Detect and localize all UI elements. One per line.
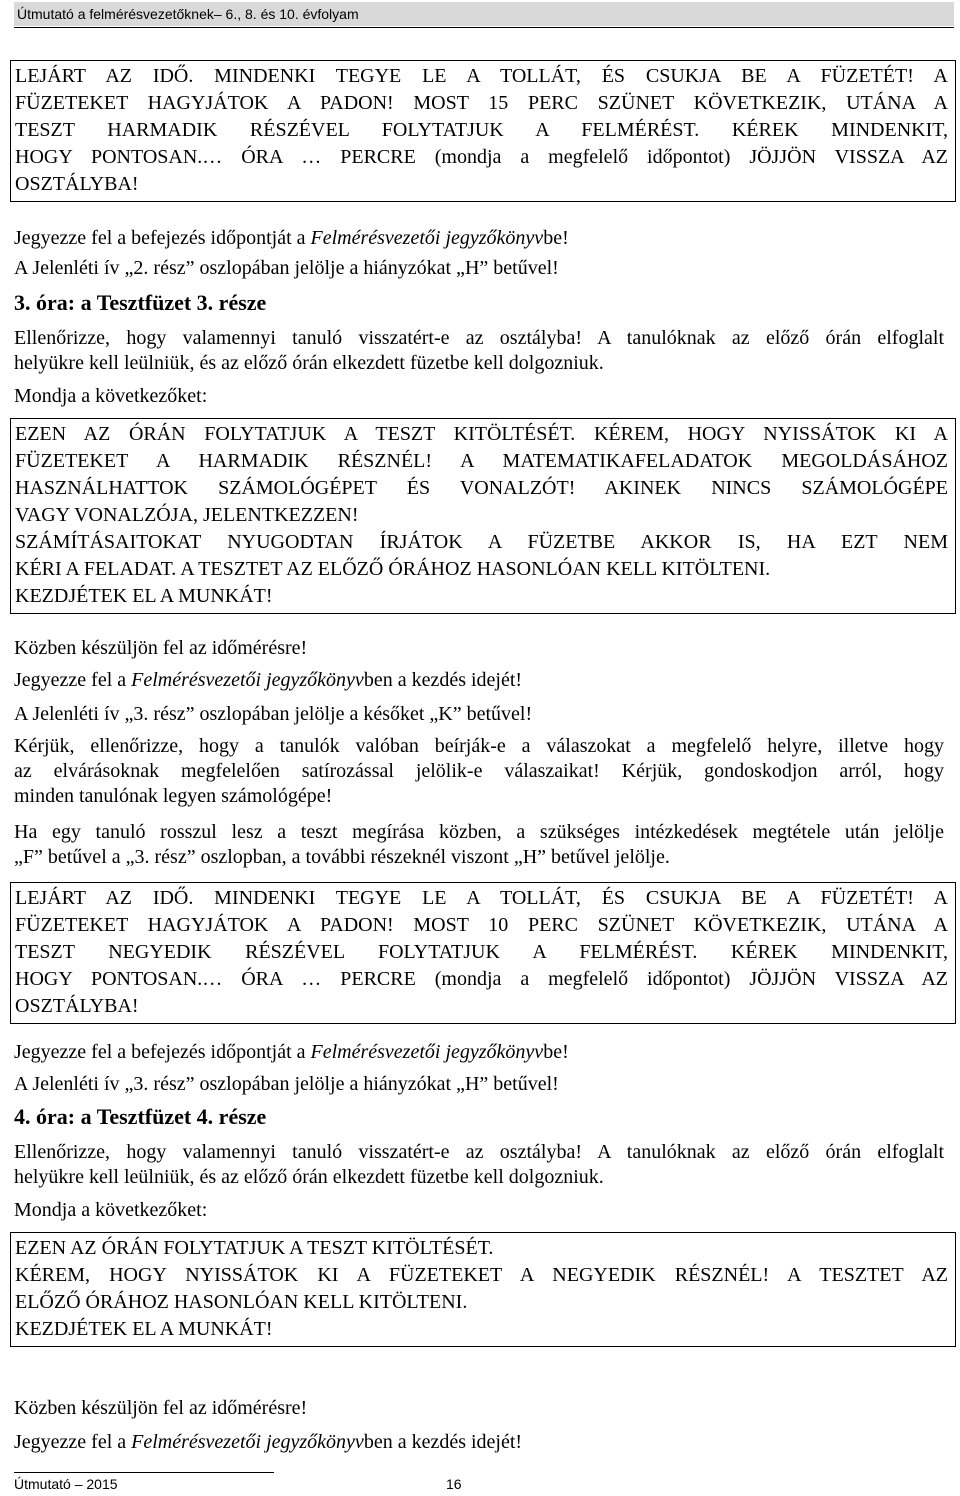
box-line: FÜZETEKET HAGYJÁTOK A PADON! MOST 15 PERC SZÜNET KÖVETKEZIK, UTÁNA A: [15, 92, 948, 114]
paragraph-sick-student: [14, 820, 944, 870]
emphasis: Felmérésvezetői jegyzőkönyv: [310, 1041, 544, 1063]
box-line: TESZT NEGYEDIK RÉSZÉVEL FOLYTATJUK A FELMÉRÉST. KÉREK MINDENKIT,: [15, 941, 948, 963]
instruction-box-4: [10, 1232, 956, 1347]
footer-title: Útmutató – 2015: [14, 1476, 118, 1492]
box-line: KEZDJÉTEK EL A MUNKÁT!: [15, 585, 273, 607]
box-line: LEJÁRT AZ IDŐ. MINDENKI TEGYE LE A TOLLÁT, ÉS CSUKJA BE A FÜZETÉT! A: [15, 887, 948, 909]
header-rule: [14, 27, 954, 28]
paragraph-check-return: [14, 326, 944, 376]
box-line: KEZDJÉTEK EL A MUNKÁT!: [15, 1318, 273, 1340]
note-record-end-time-2: [14, 1040, 944, 1065]
box-line: FÜZETEKET HAGYJÁTOK A PADON! MOST 10 PERC SZÜNET KÖVETKEZIK, UTÁNA A: [15, 914, 948, 936]
instruction-box-3: [10, 882, 956, 1024]
running-header: Útmutató a felmérésvezetőknek– 6., 8. és 10. évfolyam: [14, 2, 954, 26]
text-line: minden tanulónak legyen számológépe!: [14, 785, 333, 807]
section-heading-3: 3. óra: a Tesztfüzet 3. része: [14, 290, 267, 315]
section-heading-4: 4. óra: a Tesztfüzet 4. része: [14, 1104, 267, 1129]
box-line: ELŐZŐ ÓRÁHOZ HASONLÓAN KELL KITÖLTENI.: [15, 1291, 468, 1313]
text-segment: Jegyezze fel a: [14, 669, 132, 691]
note-prepare-timing-2: Közben készüljön fel az időmérésre!: [14, 1397, 308, 1419]
box-line: TESZT HARMADIK RÉSZÉVEL FOLYTATJUK A FELMÉRÉST. KÉREK MINDENKIT,: [15, 119, 948, 141]
note-record-start-time-2: [14, 1430, 944, 1455]
text-segment: Jegyezze fel a befejezés időpontját a: [14, 227, 311, 249]
text-segment: Jegyezze fel a: [14, 1431, 132, 1453]
instruction-box-2: [10, 418, 956, 614]
text-line: Ha egy tanuló rosszul lesz a teszt megírása közben, a szükséges intézkedések megtétele után jelölje: [14, 821, 944, 843]
note-absentees-2: A Jelenléti ív „3. rész” oszlopában jelölje a hiányzókat „H” betűvel!: [14, 1073, 559, 1095]
text-segment: be!: [543, 1041, 569, 1063]
note-record-start-time: [14, 668, 944, 693]
note-absentees: A Jelenléti ív „2. rész” oszlopában jelölje a hiányzókat „H” betűvel!: [14, 257, 559, 279]
emphasis: Felmérésvezetői jegyzőkönyv: [131, 669, 364, 691]
text-line: „F” betűvel a „3. rész” oszlopban, a további részeknél viszont „H” betűvel jelölje.: [14, 846, 670, 868]
page-number: 16: [446, 1476, 462, 1492]
box-line: HOGY PONTOSAN.… ÓRA … PERCRE (mondja a megfelelő időpontot) JÖJJÖN VISSZA AZ: [15, 968, 948, 990]
text-segment: Jegyezze fel a befejezés időpontját a: [14, 1041, 311, 1063]
emphasis: Felmérésvezetői jegyzőkönyv: [310, 227, 544, 249]
note-prepare-timing: Közben készüljön fel az időmérésre!: [14, 637, 308, 659]
text-segment: be!: [543, 227, 569, 249]
paragraph-check-answers: [14, 734, 944, 809]
note-record-end-time: [14, 226, 944, 251]
box-line: KÉRI A FELADAT. A TESZTET AZ ELŐZŐ ÓRÁHOZ HASONLÓAN KELL KITÖLTENI.: [15, 558, 771, 580]
box-line: OSZTÁLYBA!: [15, 173, 139, 195]
footer-rule: [14, 1472, 274, 1473]
text-line: helyükre kell leülniük, és az előző órán elkezdett füzetbe kell dolgozniuk.: [14, 352, 604, 374]
say-following-2: Mondja a következőket:: [14, 1199, 208, 1221]
box-line: VAGY VONALZÓJA, JELENTKEZZEN!: [15, 504, 359, 526]
box-line: LEJÁRT AZ IDŐ. MINDENKI TEGYE LE A TOLLÁT, ÉS CSUKJA BE A FÜZETÉT! A: [15, 65, 948, 87]
paragraph-check-return-2: [14, 1140, 944, 1190]
box-line: HOGY PONTOSAN.… ÓRA … PERCRE (mondja a megfelelő időpontot) JÖJJÖN VISSZA AZ: [15, 146, 948, 168]
box-line: FÜZETEKET A HARMADIK RÉSZNÉL! A MATEMATIKAFELADATOK MEGOLDÁSÁHOZ: [15, 450, 948, 472]
box-line: SZÁMÍTÁSAITOKAT NYUGODTAN ÍRJÁTOK A FÜZETBE AKKOR IS, HA EZT NEM: [15, 531, 948, 553]
say-following: Mondja a következőket:: [14, 385, 208, 407]
text-segment: ben a kezdés idejét!: [363, 669, 523, 691]
box-line: KÉREM, HOGY NYISSÁTOK KI A FÜZETEKET A NEGYEDIK RÉSZNÉL! A TESZTET AZ: [15, 1264, 948, 1286]
box-line: EZEN AZ ÓRÁN FOLYTATJUK A TESZT KITÖLTÉSÉT. KÉREM, HOGY NYISSÁTOK KI A: [15, 423, 948, 445]
text-segment: ben a kezdés idejét!: [363, 1431, 523, 1453]
box-line: EZEN AZ ÓRÁN FOLYTATJUK A TESZT KITÖLTÉSÉT.: [15, 1237, 494, 1259]
note-latecomers: A Jelenléti ív „3. rész” oszlopában jelölje a későket „K” betűvel!: [14, 703, 533, 725]
box-line: OSZTÁLYBA!: [15, 995, 139, 1017]
instruction-box-1: [10, 60, 956, 202]
text-line: Ellenőrizze, hogy valamennyi tanuló visszatért-e az osztályba! A tanulóknak az előző órán elfoglalt: [14, 1141, 944, 1163]
text-line: Ellenőrizze, hogy valamennyi tanuló visszatért-e az osztályba! A tanulóknak az előző órán elfoglalt: [14, 327, 944, 349]
text-line: helyükre kell leülniük, és az előző órán elkezdett füzetbe kell dolgozniuk.: [14, 1166, 604, 1188]
text-line: Kérjük, ellenőrizze, hogy a tanulók valóban beírják-e a válaszokat a megfelelő helyre, illetve hogy: [14, 735, 944, 757]
text-line: az elvárásoknak megfelelően satírozással jelölik-e válaszaikat! Kérjük, gondoskodjon arról, hogy: [14, 760, 944, 782]
box-line: HASZNÁLHATTOK SZÁMOLÓGÉPET ÉS VONALZÓT! AKINEK NINCS SZÁMOLÓGÉPE: [15, 477, 948, 499]
emphasis: Felmérésvezetői jegyzőkönyv: [131, 1431, 364, 1453]
